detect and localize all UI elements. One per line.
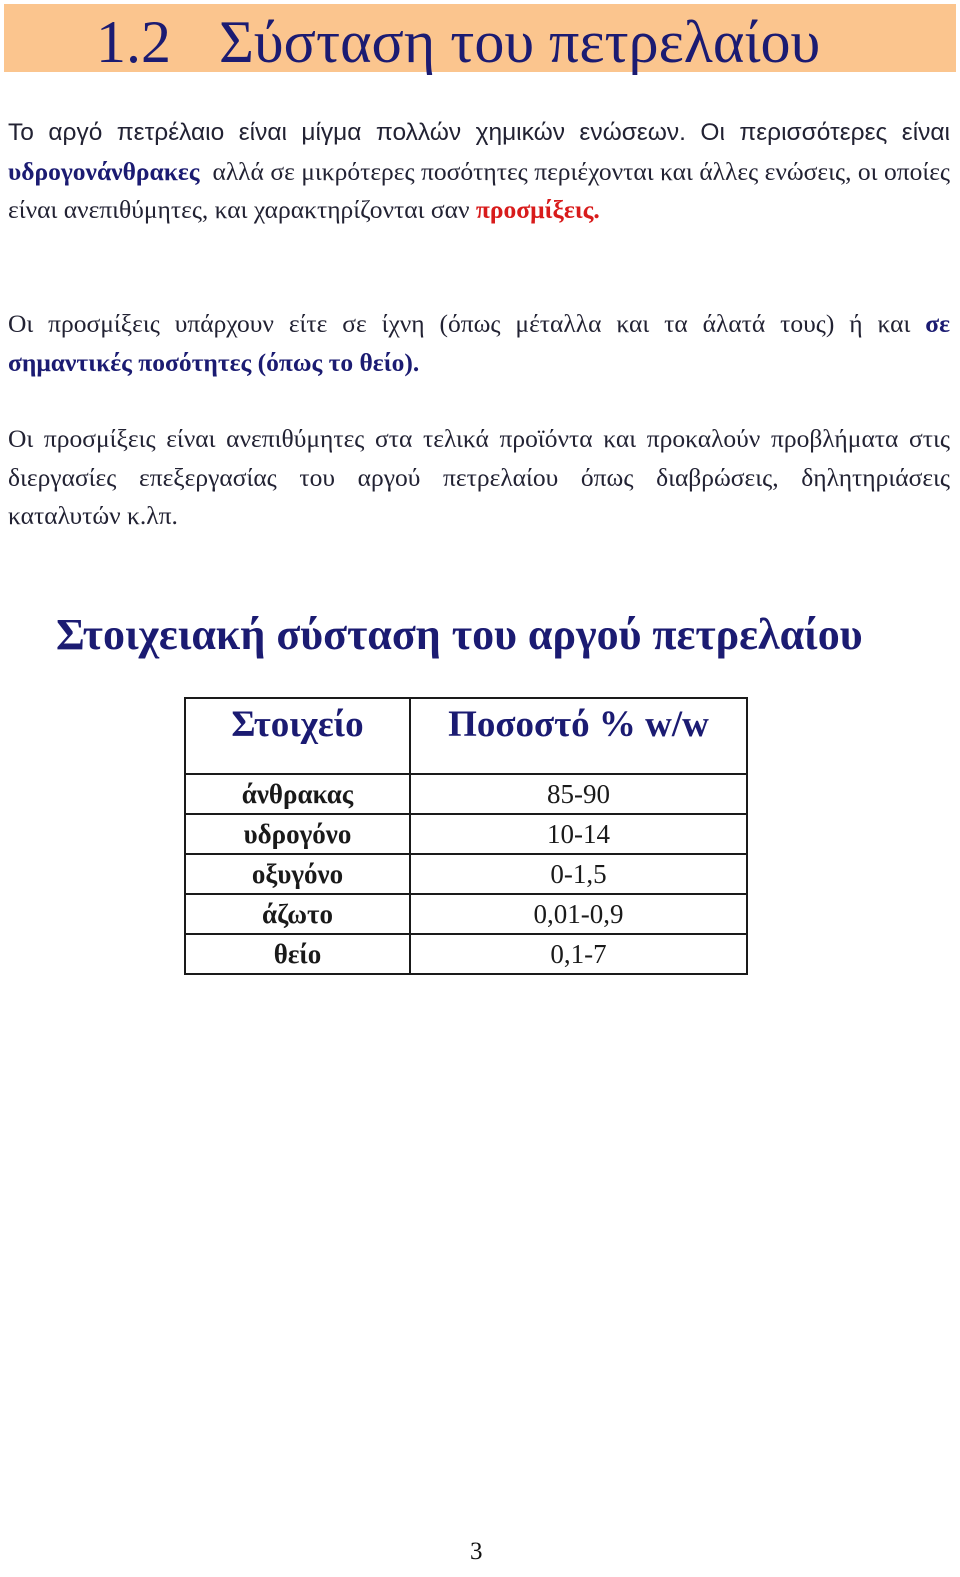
effects-paragraph: Οι προσμίξεις είναι ανεπιθύμητες στα τελικά προϊόντα και προκαλούν προβλήματα στις διεργασίες επεξεργασίας του αργού πετρελαίου όπως διαβρώσεις, δηλητηριάσεις καταλυτών κ.λπ.: [8, 424, 950, 531]
keyword-significant-amounts: σε σημαντικές ποσότητες (όπως το θείο).: [8, 309, 950, 377]
table-row: [185, 854, 747, 894]
table-row: [185, 774, 747, 814]
column-header-element: Στοιχείο: [185, 698, 410, 774]
percent-cell: 0,1-7: [410, 934, 747, 974]
keyword-impurities: προσμίξεις.: [475, 195, 600, 225]
intro-paragraph: [8, 113, 950, 230]
column-header-percent: Ποσοστό % w/w: [410, 698, 747, 774]
element-cell: θείο: [185, 934, 410, 974]
percent-cell: 0,01-0,9: [410, 894, 747, 934]
section-number: 1.2: [96, 9, 171, 75]
impurities-paragraph: [8, 305, 950, 382]
paragraph-text: Το αργό πετρέλαιο είναι μίγμα πολλών χημικών ενώσεων. Οι περισσότερες είναι: [8, 119, 950, 146]
section-heading: [96, 2, 820, 82]
paragraph-text: αλλά σε μικρότερες ποσότητες περιέχονται και άλλες ενώσεις, οι οποίες είναι ανεπιθύμητες, και χαρακτηρίζονται σαν: [8, 156, 951, 225]
percent-cell: 85-90: [410, 774, 747, 814]
table-row: [185, 894, 747, 934]
section-heading-band: [4, 4, 956, 75]
element-cell: υδρογόνο: [185, 814, 410, 854]
table-row: [185, 934, 747, 974]
table-header-row: [185, 698, 747, 774]
percent-cell: 10-14: [410, 814, 747, 854]
composition-title: Στοιχειακή σύσταση του αργού πετρελαίου: [56, 610, 863, 659]
percent-cell: 0-1,5: [410, 854, 747, 894]
element-cell: άνθρακας: [185, 774, 410, 814]
element-cell: άζωτο: [185, 894, 410, 934]
paragraph-text: Οι προσμίξεις υπάρχουν είτε σε ίχνη (όπως μέταλλα και τα άλατά τους) ή και: [8, 309, 911, 338]
page-number: 3: [470, 1538, 483, 1565]
element-cell: οξυγόνο: [185, 854, 410, 894]
composition-table: [184, 697, 748, 975]
section-title: Σύσταση του πετρελαίου: [219, 9, 821, 75]
table-row: [185, 814, 747, 854]
keyword-hydrocarbons: υδρογονάνθρακες: [8, 156, 200, 186]
